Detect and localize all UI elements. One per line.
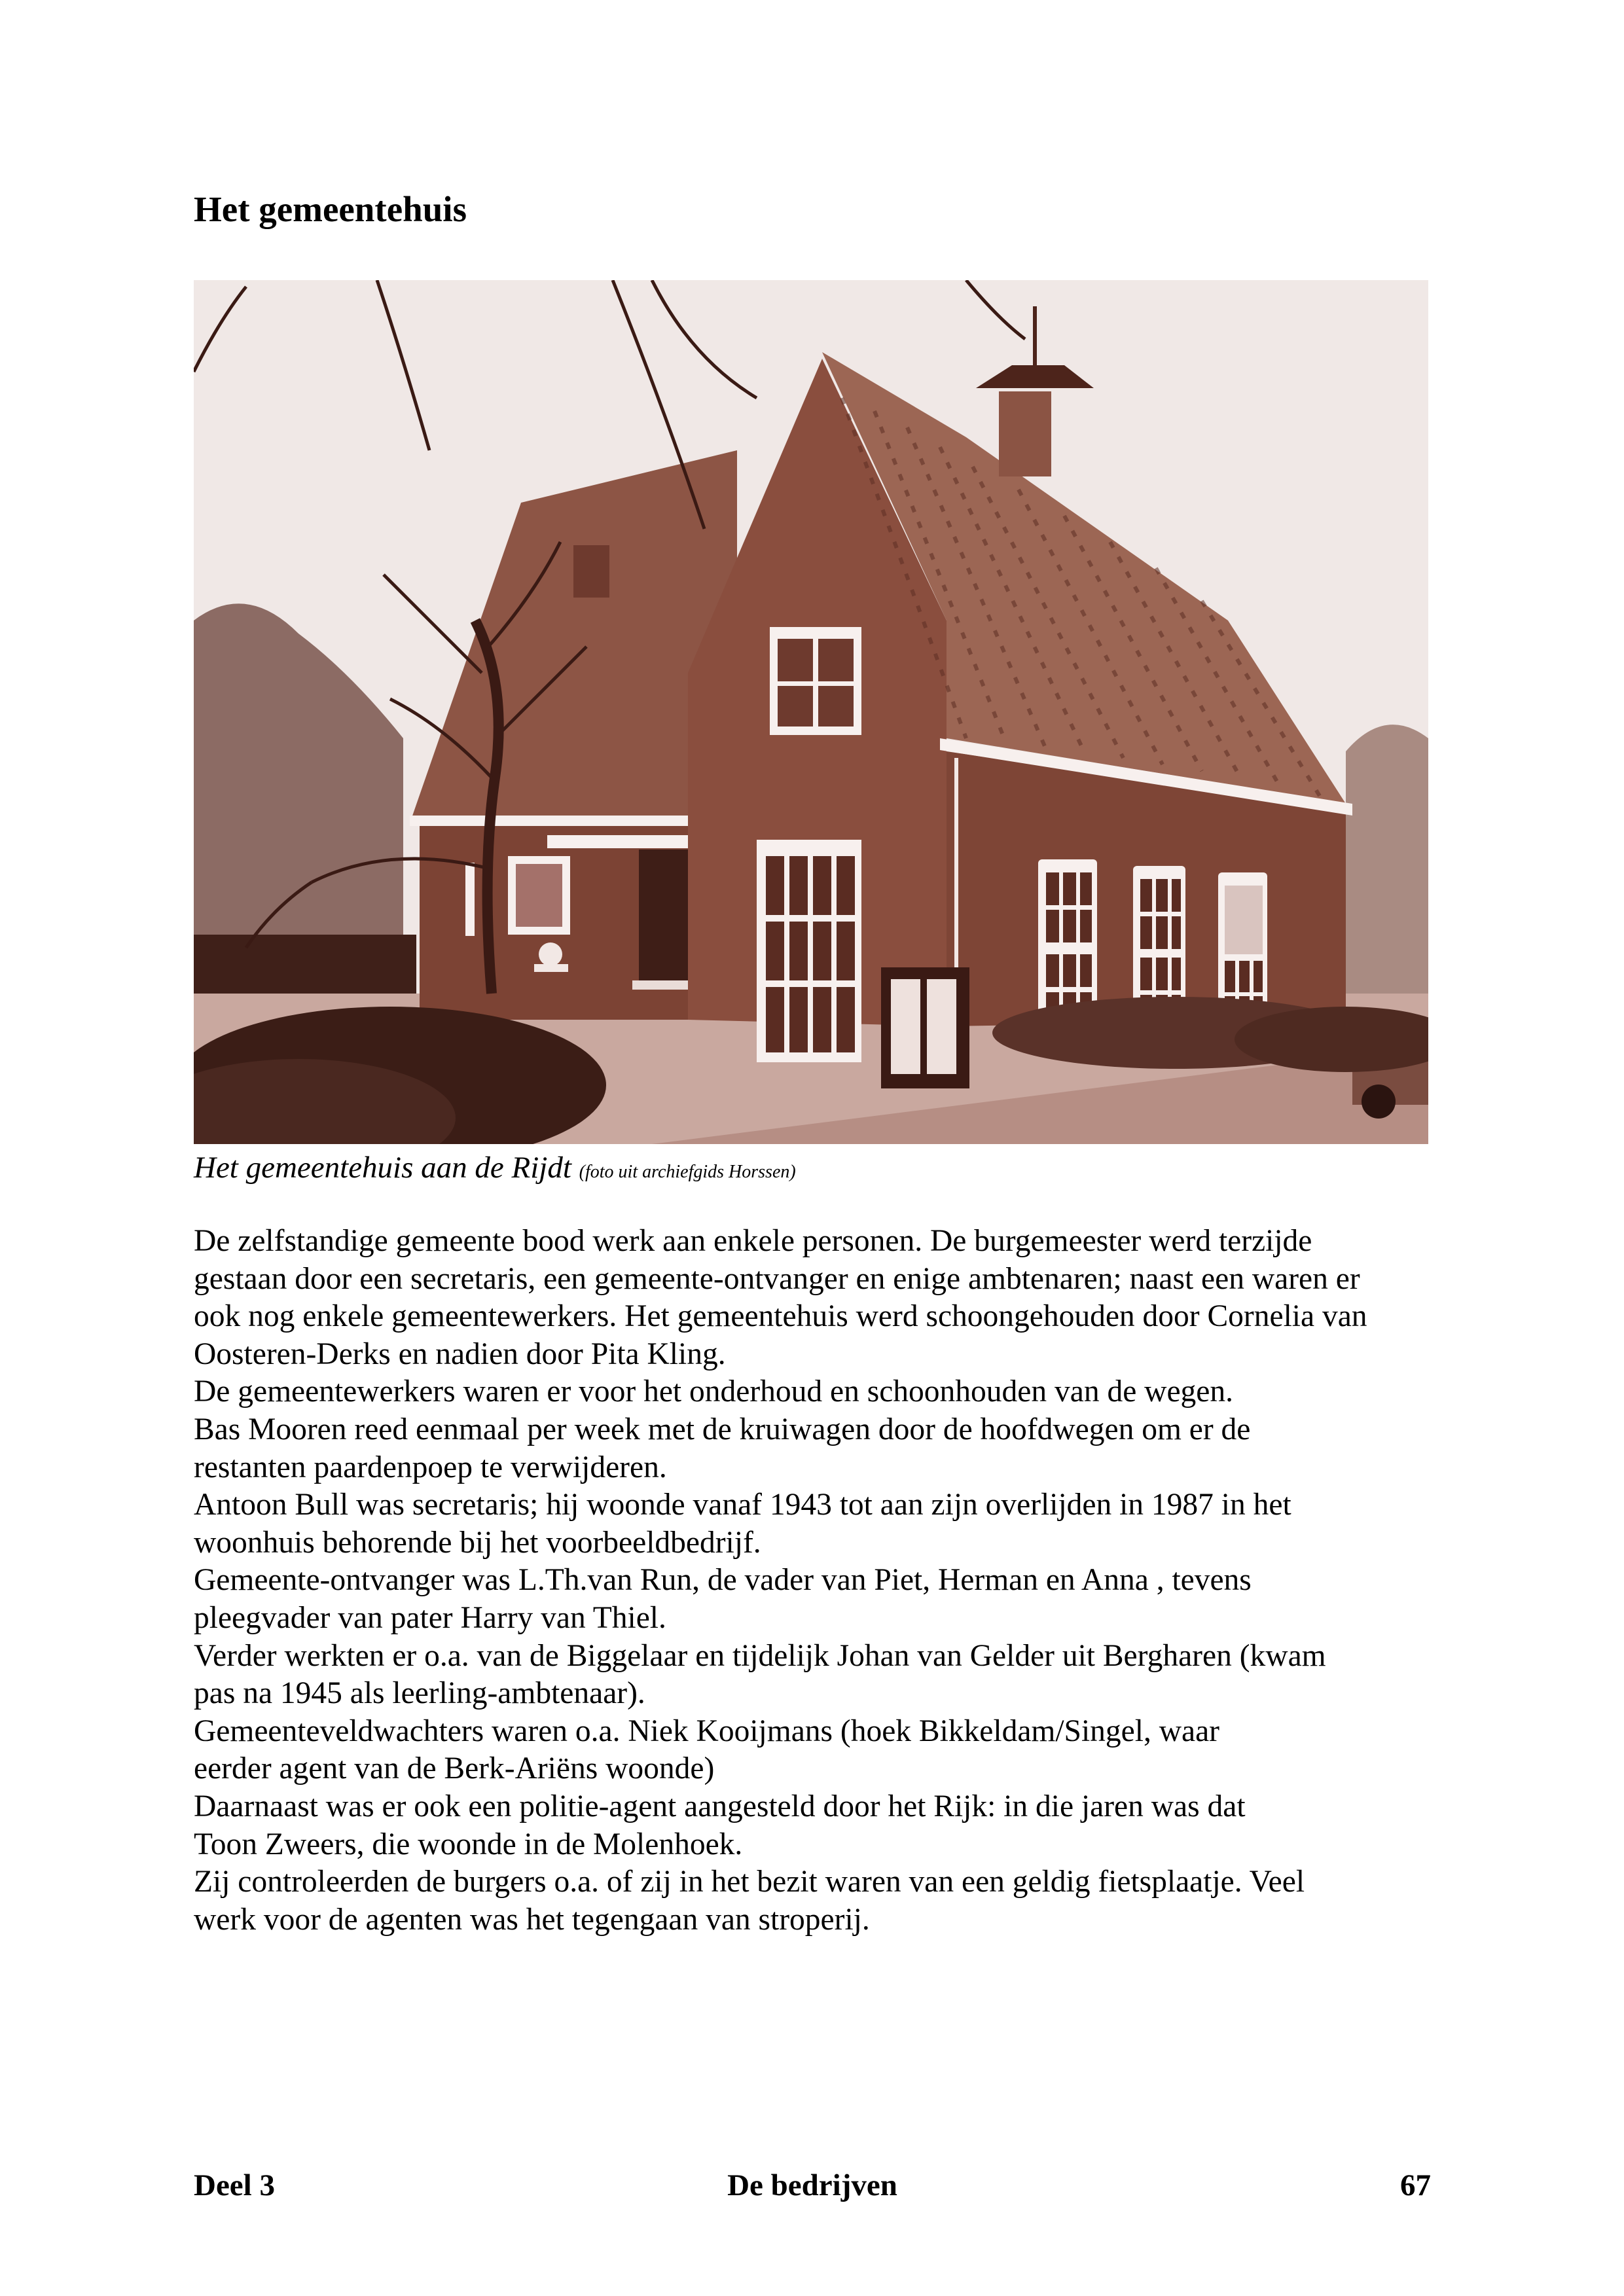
line: Antoon Bull was secretaris; hij woonde vanaf 1943 tot aan zijn overlijden in 1987 in het [194, 1488, 1291, 1522]
line: Bas Mooren reed eenmaal per week met de kruiwagen door de hoofdwegen om er de [194, 1412, 1251, 1446]
line: pas na 1945 als leerling-ambtenaar). [194, 1676, 645, 1711]
caption-credit: (foto uit archiefgids Horssen) [579, 1162, 796, 1182]
line: De zelfstandige gemeente bood werk aan enkele personen. De burgemeester werd terzijde [194, 1224, 1312, 1258]
paragraph-5 [194, 1562, 1437, 1637]
line: De gemeentewerkers waren er voor het onderhoud en schoonhouden van de wegen. [194, 1374, 1234, 1409]
house-illustration [194, 280, 1428, 1144]
paragraph-2 [194, 1373, 1437, 1411]
line: woonhuis behorende bij het voorbeeldbedrijf. [194, 1525, 761, 1560]
paragraph-1 [194, 1223, 1437, 1373]
paragraph-3 [194, 1411, 1437, 1486]
line: Gemeenteveldwachters waren o.a. Niek Kooijmans (hoek Bikkeldam/Singel, waar [194, 1713, 1219, 1748]
gemeentehuis-photo [194, 280, 1428, 1144]
line: ook nog enkele gemeentewerkers. Het gemeentehuis werd schoongehouden door Cornelia van [194, 1299, 1367, 1334]
line: Verder werkten er o.a. van de Biggelaar en tijdelijk Johan van Gelder uit Bergharen (kwam [194, 1638, 1326, 1673]
paragraph-9 [194, 1863, 1437, 1939]
page-footer [194, 2168, 1431, 2207]
paragraph-7 [194, 1713, 1437, 1788]
paragraph-4 [194, 1486, 1437, 1562]
line: restanten paardenpoep te verwijderen. [194, 1450, 667, 1484]
page-number: 67 [1400, 2168, 1431, 2202]
line: eerder agent van de Berk-Ariëns woonde) [194, 1751, 715, 1786]
line: werk voor de agenten was het tegengaan van stroperij. [194, 1902, 870, 1937]
line: Zij controleerden de burgers o.a. of zij in het bezit waren van een geldig fietsplaatje. Veel [194, 1865, 1305, 1899]
page-title: Het gemeentehuis [194, 189, 467, 229]
caption-main: Het gemeentehuis aan de Rijdt [194, 1151, 571, 1185]
paragraph-6 [194, 1638, 1437, 1713]
footer-chapter-title: De bedrijven [727, 2168, 897, 2202]
paragraph-8 [194, 1788, 1437, 1863]
photo-caption [194, 1149, 796, 1186]
body-text [194, 1223, 1437, 1939]
line: Toon Zweers, die woonde in de Molenhoek. [194, 1827, 743, 1861]
line: Oosteren-Derks en nadien door Pita Kling. [194, 1336, 726, 1371]
line: Daarnaast was er ook een politie-agent aangesteld door het Rijk: in die jaren was dat [194, 1789, 1246, 1823]
footer-section-label: Deel 3 [194, 2168, 275, 2202]
line: gestaan door een secretaris, een gemeente-ontvanger en enige ambtenaren; naast een waren er [194, 1261, 1360, 1296]
line: pleegvader van pater Harry van Thiel. [194, 1600, 666, 1635]
line: Gemeente-ontvanger was L.Th.van Run, de vader van Piet, Herman en Anna , tevens [194, 1563, 1252, 1598]
